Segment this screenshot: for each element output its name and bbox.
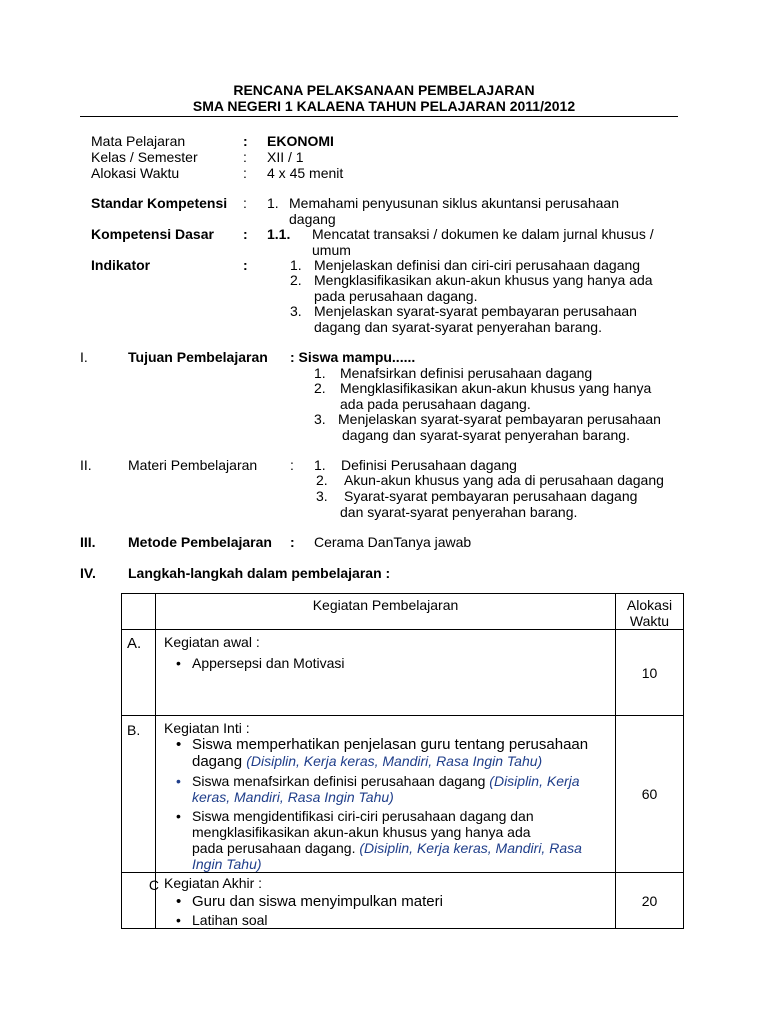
metode-colon: :: [290, 534, 295, 550]
activity-text: Appersepsi dan Motivasi: [192, 655, 345, 671]
waktu-label: Alokasi Waktu: [91, 165, 180, 181]
character-values-note-cont: keras, Mandiri, Rasa Ingin Tahu): [192, 789, 394, 805]
materi-num-3: 3.: [316, 488, 328, 504]
indikator-num-1: 1.: [290, 257, 302, 273]
kelas-label: Kelas / Semester: [91, 149, 198, 165]
sk-num: 1.: [267, 195, 279, 211]
materi-num-1: 1.: [314, 457, 326, 473]
indikator-label: Indikator: [91, 257, 151, 273]
metode-label: Metode Pembelajaran: [128, 534, 272, 550]
tujuan-item-1: Menafsirkan definisi perusahaan dagang: [340, 365, 593, 381]
materi-item-2: Akun-akun khusus yang ada di perusahaan dagang: [344, 472, 664, 488]
waktu-colon: :: [243, 165, 247, 181]
character-values-note-cont: Ingin Tahu): [192, 856, 262, 872]
kd-colon: :: [243, 226, 248, 242]
indikator-item-3-line1: Menjelaskan syarat-syarat pembayaran perusahaan: [314, 303, 637, 319]
indikator-num-2: 2.: [290, 272, 302, 288]
character-values-note: (Disiplin, Kerja: [489, 773, 580, 789]
kelas-colon: :: [243, 149, 247, 165]
row-title-a: Kegiatan awal :: [164, 634, 260, 650]
mapel-colon: :: [243, 133, 248, 149]
table-header-alokasi-line1: Alokasi: [626, 597, 673, 613]
tujuan-roman: I.: [80, 349, 88, 365]
kelas-value: XII / 1: [267, 149, 304, 165]
tujuan-item-2-line2: ada pada perusahaan dagang.: [340, 396, 531, 412]
row-title-c: Kegiatan Akhir :: [164, 875, 263, 891]
character-values-note: (Disiplin, Kerja keras, Mandiri, Rasa: [359, 840, 582, 856]
character-values-note: (Disiplin, Kerja keras, Mandiri, Rasa Ingin Tahu): [246, 753, 543, 769]
table-row: [122, 873, 684, 929]
row-alokasi-c: 20: [616, 873, 684, 929]
list-item: [164, 655, 609, 671]
table-row: [122, 716, 684, 873]
materi-item-1: Definisi Perusahaan dagang: [341, 457, 517, 473]
row-code-c-text: C: [148, 877, 159, 893]
bullet-icon: •: [176, 808, 181, 824]
sk-text-line2: dagang: [289, 211, 336, 227]
materi-num-2: 2.: [316, 472, 328, 488]
sk-colon: :: [243, 195, 247, 211]
mapel-value: EKONOMI: [267, 133, 334, 149]
tujuan-item-3-line1: Menjelaskan syarat-syarat pembayaran perusahaan: [338, 411, 661, 427]
table-row: [122, 630, 684, 716]
sk-text-line1: Memahami penyusunan siklus akuntansi perusahaan: [289, 195, 619, 211]
bullet-icon: •: [176, 893, 182, 910]
list-item: [164, 912, 609, 928]
materi-roman: II.: [80, 457, 92, 473]
tujuan-item-2-line1: Mengklasifikasikan akun-akun khusus yang hanya: [340, 380, 652, 396]
materi-label: Materi Pembelajaran: [128, 457, 258, 473]
table-header-alokasi: [616, 594, 684, 630]
kd-text-line1: Mencatat transaksi / dokumen ke dalam jurnal khusus /: [312, 226, 654, 242]
activity-text: Guru dan siswa menyimpulkan materi: [192, 893, 443, 910]
row-code-c: [122, 873, 159, 929]
row-code-a: A.: [122, 630, 156, 716]
indikator-colon: :: [243, 257, 248, 273]
bullet-icon: •: [176, 773, 181, 789]
list-item: [164, 773, 609, 805]
learning-steps-table: [121, 593, 684, 929]
row-alokasi-b: 60: [616, 716, 684, 873]
school-title: SMA NEGERI 1 KALAENA TAHUN PELAJARAN 2011/2012: [192, 98, 576, 114]
tujuan-item-3-line2: dagang dan syarat-syarat penyerahan barang.: [342, 427, 630, 443]
langkah-label: Langkah-langkah dalam pembelajaran :: [128, 565, 391, 581]
indikator-item-1: Menjelaskan definisi dan ciri-ciri perusahaan dagang: [314, 257, 641, 273]
activity-text: Latihan soal: [192, 912, 268, 928]
row-activity-c: [156, 873, 616, 929]
document-title: RENCANA PELAKSANAAN PEMBELAJARAN: [233, 82, 535, 98]
tujuan-num-1: 1.: [314, 365, 326, 381]
row-activity-b: [156, 716, 616, 873]
waktu-value: 4 x 45 menit: [267, 165, 344, 181]
bullet-icon: •: [176, 912, 181, 928]
kd-label: Kompetensi Dasar: [91, 226, 214, 242]
table-header-row: [122, 594, 684, 630]
row-title-b: Kegiatan Inti :: [164, 720, 250, 736]
tujuan-num-3: 3.: [314, 411, 326, 427]
bullet-icon: •: [176, 655, 181, 671]
header-rule: [80, 116, 678, 117]
list-item: [164, 736, 609, 770]
indikator-item-2-line2: pada perusahaan dagang.: [314, 288, 478, 304]
list-item: [164, 893, 609, 910]
indikator-item-2-line1: Mengklasifikasikan akun-akun khusus yang hanya ada: [314, 272, 653, 288]
table-header-alokasi-line2: Waktu: [629, 613, 670, 629]
langkah-roman: IV.: [80, 565, 96, 581]
tujuan-num-2: 2.: [314, 380, 326, 396]
bullet-icon: •: [176, 736, 182, 753]
tujuan-label: Tujuan Pembelajaran: [128, 349, 268, 365]
materi-colon: :: [290, 457, 294, 473]
table-header-kegiatan: Kegiatan Pembelajaran: [156, 594, 616, 630]
kd-text-line2: umum: [312, 242, 351, 258]
mapel-label: Mata Pelajaran: [91, 133, 186, 149]
indikator-item-3-line2: dagang dan syarat-syarat penyerahan barang.: [314, 319, 602, 335]
materi-item-3-line2: dan syarat-syarat penyerahan barang.: [340, 504, 578, 520]
metode-roman: III.: [80, 534, 96, 550]
activity-text-cont2: pada perusahaan dagang.: [192, 840, 360, 856]
row-alokasi-a: 10: [616, 630, 684, 716]
tujuan-intro: : Siswa mampu......: [290, 349, 416, 365]
activity-text: Siswa memperhatikan penjelasan guru tentang perusahaan: [192, 736, 589, 753]
activity-text-cont: dagang: [192, 753, 247, 770]
row-activity-a: [156, 630, 616, 716]
list-item: [164, 808, 609, 872]
kd-num: 1.1.: [267, 226, 291, 242]
metode-value: Cerama DanTanya jawab: [314, 534, 472, 550]
indikator-num-3: 3.: [290, 303, 302, 319]
activity-text: Siswa mengidentifikasi ciri-ciri perusahaan dagang dan: [192, 808, 534, 824]
activity-text-cont: mengklasifikasikan akun-akun khusus yang hanya ada: [192, 824, 531, 840]
table-header-blank: [122, 594, 156, 630]
sk-label: Standar Kompetensi: [91, 195, 228, 211]
activity-text: Siswa menafsirkan definisi perusahaan dagang: [192, 773, 490, 789]
row-code-b: B.: [122, 716, 156, 873]
materi-item-3-line1: Syarat-syarat pembayaran perusahaan dagang: [344, 488, 638, 504]
